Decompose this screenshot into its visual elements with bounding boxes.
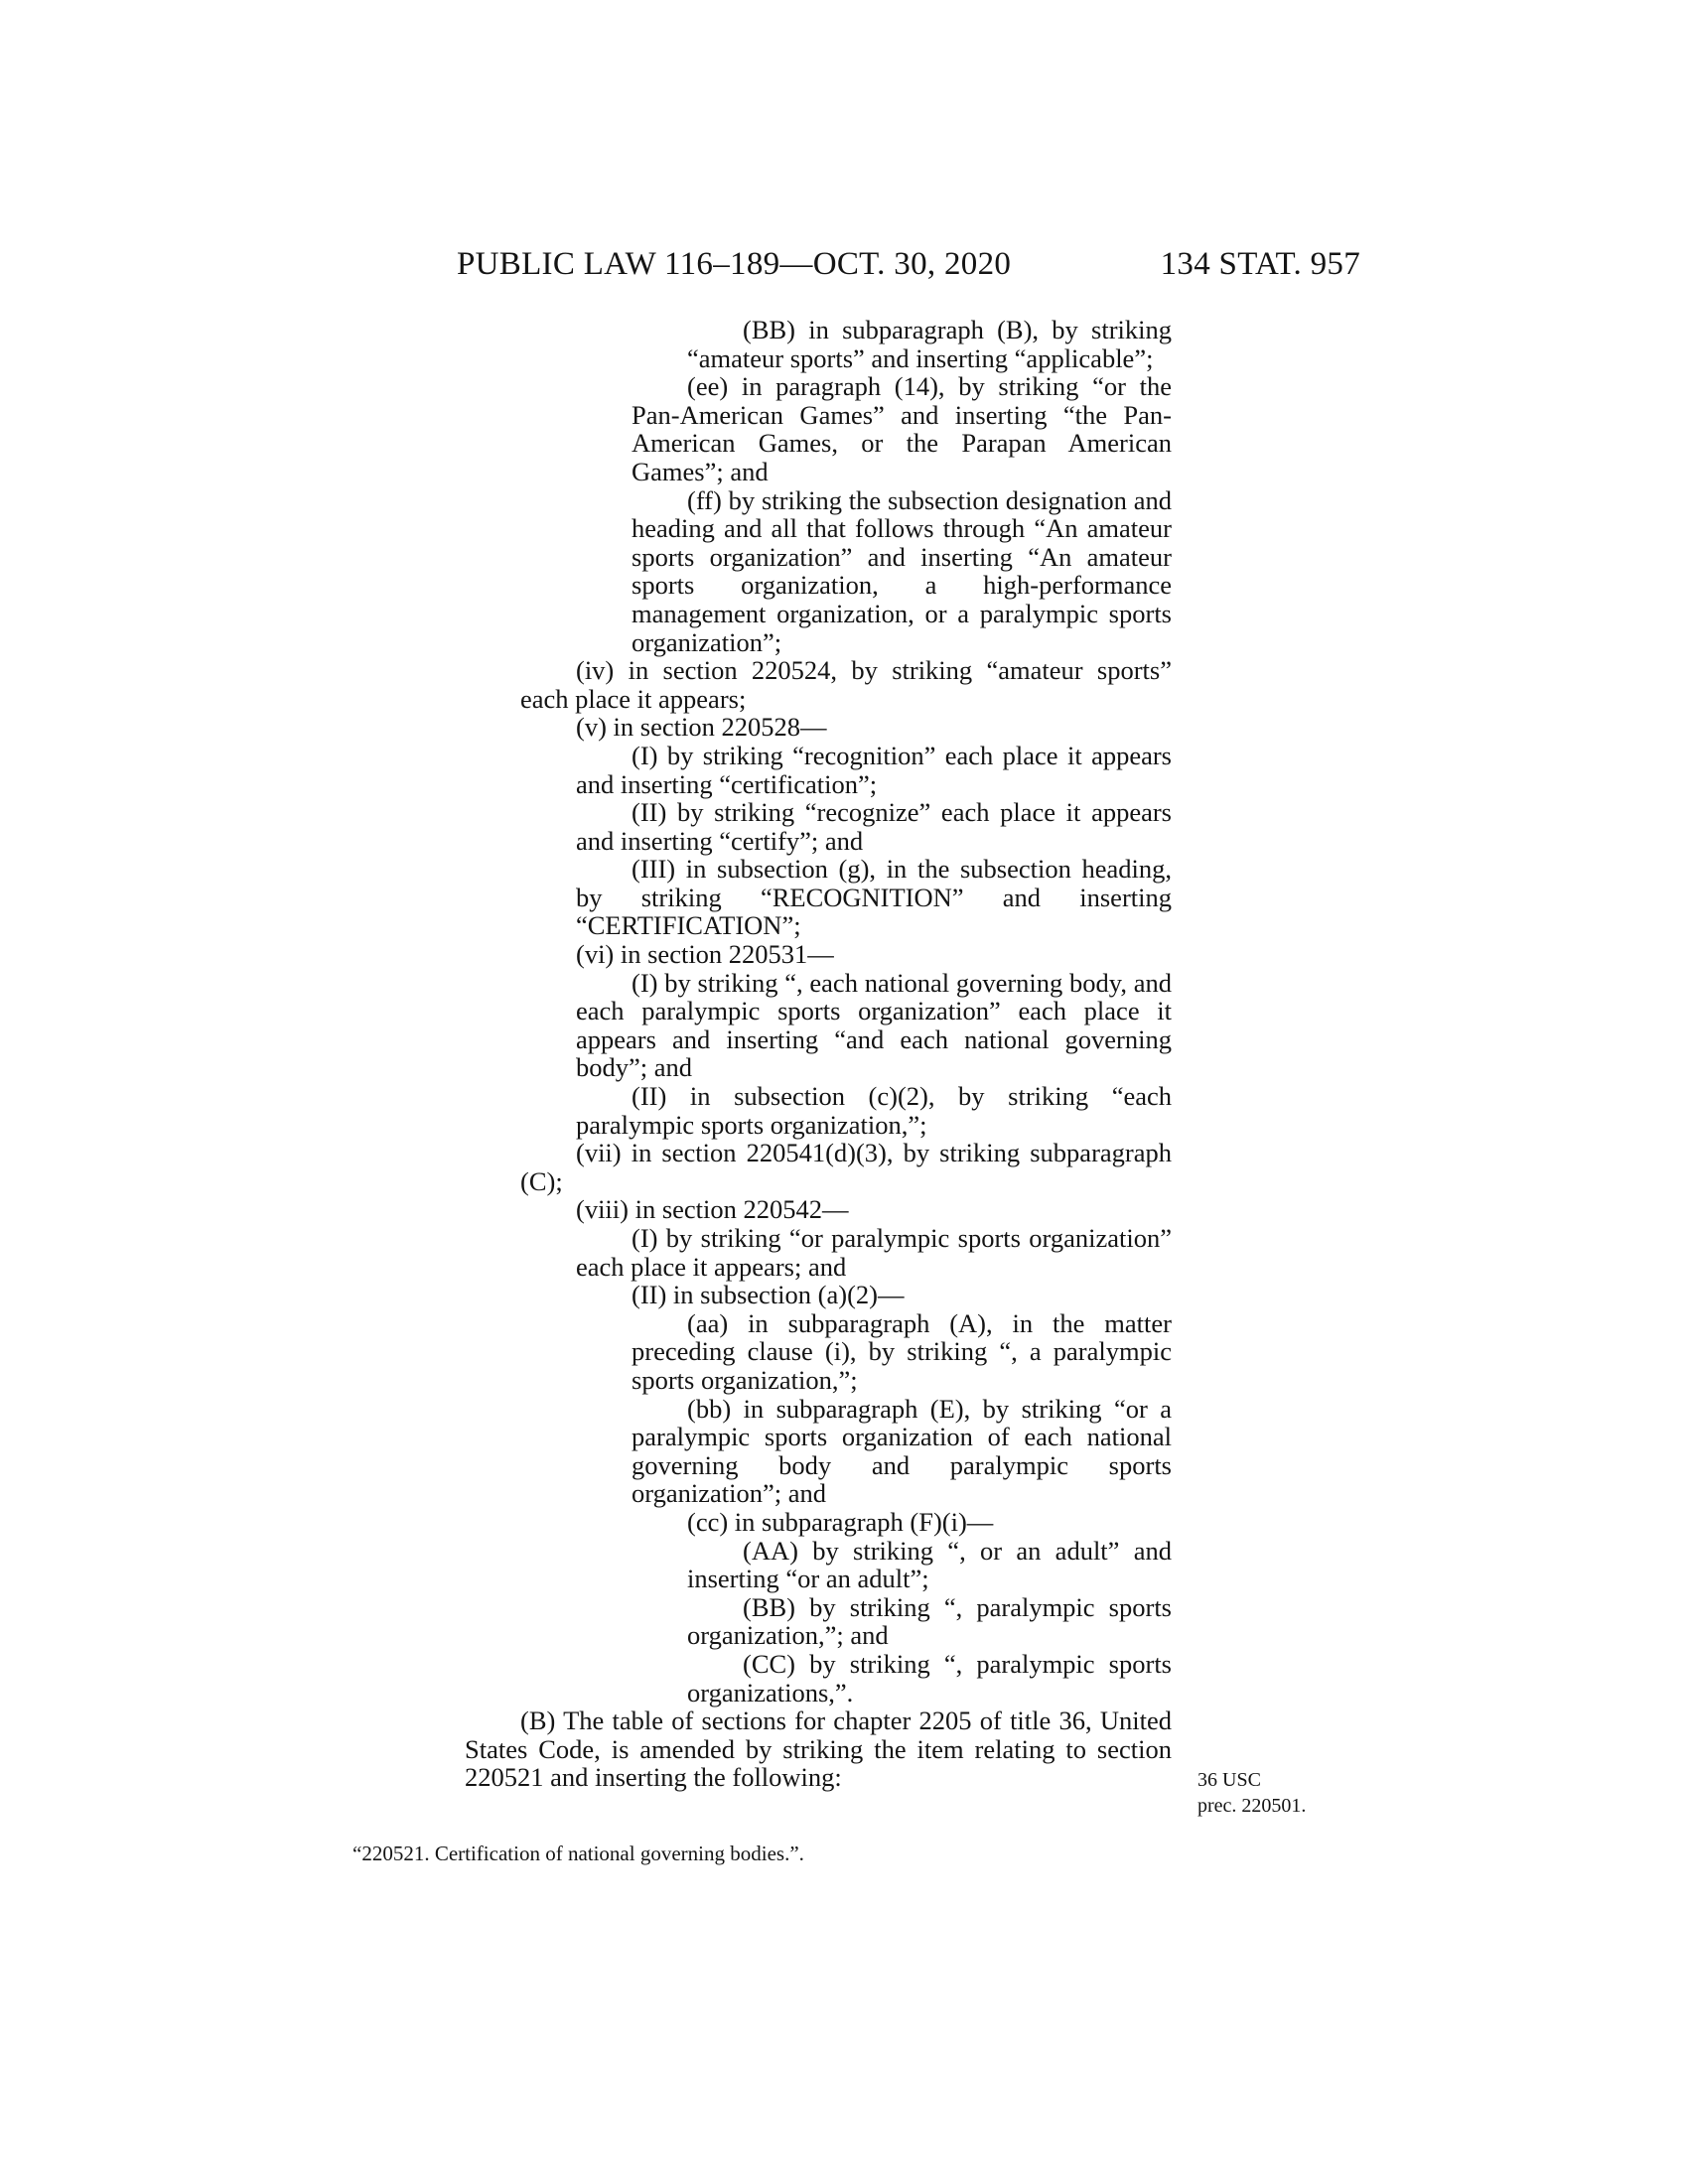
paragraph: (iv) in section 220524, by striking “amateur sports” each place it appears; xyxy=(520,655,1172,714)
paragraph: (AA) by striking “, or an adult” and inserting “or an adult”; xyxy=(687,1535,1172,1594)
paragraph: (cc) in subparagraph (F)(i)— xyxy=(687,1506,994,1537)
paragraph: (I) by striking “recognition” each place it appears and inserting “certification”; xyxy=(576,740,1172,799)
document-body xyxy=(465,316,1172,1792)
margin-note-line: prec. 220501. xyxy=(1197,1795,1307,1817)
paragraph: (aa) in subparagraph (A), in the matter preceding clause (i), by striking “, a paralympic sports organization,”; xyxy=(632,1307,1172,1395)
paragraph: (II) in subsection (c)(2), by striking “each paralympic sports organization,”; xyxy=(576,1081,1172,1140)
paragraph: (vii) in section 220541(d)(3), by striking subparagraph (C); xyxy=(520,1138,1172,1196)
paragraph: (vi) in section 220531— xyxy=(576,939,834,970)
margin-note-line: 36 USC xyxy=(1197,1769,1261,1791)
paragraph: (III) in subsection (g), in the subsection heading, by striking “RECOGNITION” and inserting “CERTIFICATION”; xyxy=(576,854,1172,941)
paragraph: (BB) in subparagraph (B), by striking “amateur sports” and inserting “applicable”; xyxy=(687,315,1172,373)
paragraph: (viii) in section 220542— xyxy=(576,1194,849,1225)
paragraph: (II) by striking “recognize” each place it appears and inserting “certify”; and xyxy=(576,797,1172,856)
paragraph: (CC) by striking “, paralympic sports organizations,”. xyxy=(687,1648,1172,1707)
table-of-sections-item: “220521. Certification of national governing bodies.”. xyxy=(352,1842,804,1865)
margin-citation-note xyxy=(1197,1767,1306,1819)
paragraph: (BB) by striking “, paralympic sports organization,”; and xyxy=(687,1591,1172,1651)
paragraph: (ee) in paragraph (14), by striking “or the Pan-American Games” and inserting “the Pan-American Games, or the Parapan American Games”; and xyxy=(632,371,1172,486)
paragraph: (ff) by striking the subsection designation and heading and all that follows through “An amateur sports organization” and inserting “An amateur sports organization, a high-performance management organization, or a paralympic sports organization”; xyxy=(632,484,1172,657)
paragraph: (B) The table of sections for chapter 2205 of title 36, United States Code, is amended by striking the item relating to section 220521 and inserting the following: xyxy=(465,1706,1172,1793)
paragraph: (I) by striking “or paralympic sports organization” each place it appears; and xyxy=(576,1223,1172,1282)
paragraph: (v) in section 220528— xyxy=(576,712,827,743)
paragraph: (II) in subsection (a)(2)— xyxy=(632,1280,905,1310)
paragraph: (I) by striking “, each national governing body, and each paralympic sports organization” each place it appears and inserting “and each national governing body”; and xyxy=(576,967,1172,1083)
running-header-title: PUBLIC LAW 116–189—OCT. 30, 2020 xyxy=(457,246,1012,282)
page-number: 134 STAT. 957 xyxy=(1160,246,1360,282)
paragraph: (bb) in subparagraph (E), by striking “or a paralympic sports organization of each national governing body and paralympic sports organization”; and xyxy=(632,1393,1172,1509)
